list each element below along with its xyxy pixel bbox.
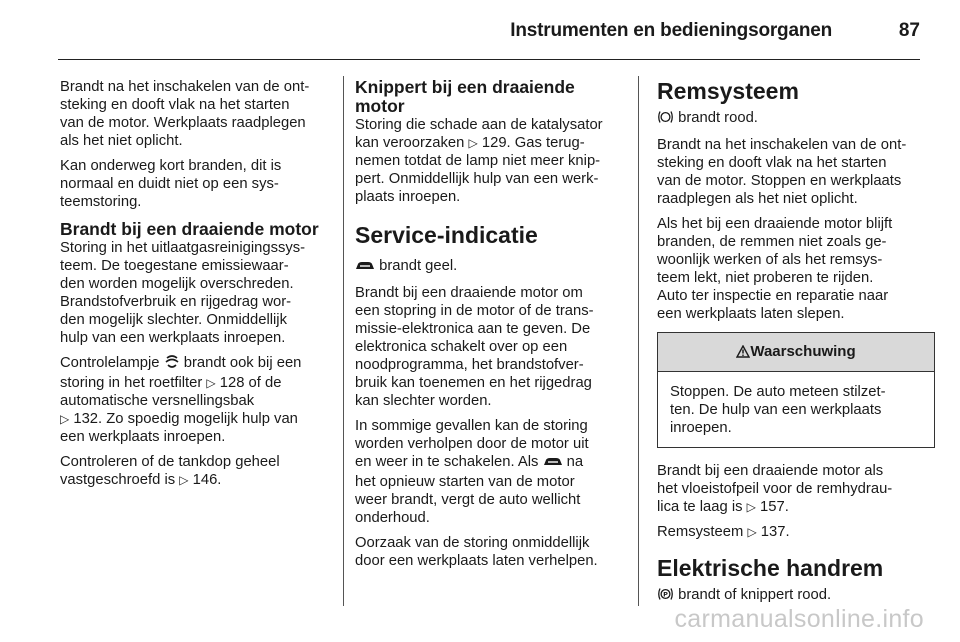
service-wrench-car-icon xyxy=(355,259,375,277)
paragraph: P brandt of knippert rood. xyxy=(657,586,937,606)
subheading-blinking: Knippert bij een draaiende motor xyxy=(355,77,575,116)
column-1 xyxy=(60,78,336,496)
paragraph: Storing die schade aan de katalysator kan veroorzaken ▷ 129. Gas terug- nemen totdat de lamp niet meer knip- pert. Onmiddellijk hulp van een werk- plaats inroepen. xyxy=(355,117,603,205)
column-3 xyxy=(657,78,937,613)
service-wrench-car-icon xyxy=(543,455,563,473)
header-divider xyxy=(58,59,920,60)
paragraph: brandt rood. xyxy=(657,109,937,129)
page-number: 87 xyxy=(898,20,920,41)
reference-arrow-icon: ▷ xyxy=(60,412,70,426)
paragraph: Storing in het uitlaatgasreinigingssys- teem. De toegestane emissiewaar- den worden mogelijk overschreden. Brandstofverbruik en rijgedrag wor- den mogelijk slechter. Onmiddellijk hulp van een werkplaats inroepen. xyxy=(60,240,306,346)
reference-arrow-icon: ▷ xyxy=(206,376,216,390)
warning-body: Stoppen. De auto meteen stilzet- ten. De hulp van een werkplaats inroepen. xyxy=(670,384,886,436)
paragraph: Brandt bij een draaiende motor om een stopring in de motor of de trans- missie-elektronica aan te geven. De elektronica schakelt over op een noodprogramma, het brandstofver- bruik kan toenemen en het rijgedrag kan slechter worden. xyxy=(355,285,594,409)
reference-arrow-icon: ▷ xyxy=(747,525,757,539)
paragraph: brandt geel. xyxy=(355,257,631,277)
subheading-running-engine: Brandt bij een draaiende motor xyxy=(60,219,319,239)
warning-header: Waarschuwing xyxy=(658,333,934,372)
paragraph: Brandt na het inschakelen van de ont- steking en dooft vlak na het starten van de motor. Stoppen en werkplaats raadplegen als het niet oplicht. xyxy=(657,137,907,207)
electric-parking-brake-icon xyxy=(657,587,674,606)
section-heading-service: Service-indicatie xyxy=(355,222,538,248)
svg-text:P: P xyxy=(663,590,668,599)
paragraph: Kan onderweg kort branden, dit is normaal en duidt niet op een sys- teemstoring. xyxy=(60,158,282,210)
paragraph: Remsysteem ▷ 137. xyxy=(657,524,790,540)
paragraph: In sommige gevallen kan de storing worden verholpen door de motor uit en weer in te schakelen. Als na het opnieuw starten van de motor weer brandt, vergt de auto wellicht onderhoud. xyxy=(355,418,589,526)
paragraph: Brandt bij een draaiende motor als het vloeistofpeil voor de remhydrau- lica te laag is ▷ 157. xyxy=(657,463,893,515)
glow-plug-icon xyxy=(164,355,180,374)
reference-arrow-icon: ▷ xyxy=(468,136,478,150)
paragraph: Controlelampje brandt ook bij een storing in het roetfilter ▷ 128 of de automatische versnellingsbak ▷ 132. Zo spoedig mogelijk hulp van een werkplaats inroepen. xyxy=(60,355,302,445)
paragraph: Oorzaak van de storing onmiddellijk door een werkplaats laten verhelpen. xyxy=(355,535,598,569)
paragraph: Als het bij een draaiende motor blijft branden, de remmen niet zoals ge- woonlijk werken of als het remsys- teem lekt, niet proberen te rijden. Auto ter inspectie en reparatie naar een werkplaats laten slepen. xyxy=(657,216,893,322)
column-2 xyxy=(355,78,631,577)
reference-arrow-icon: ▷ xyxy=(179,473,189,487)
warning-triangle-icon xyxy=(736,335,750,373)
paragraph: Brandt na het inschakelen van de ont- steking en dooft vlak na het starten van de motor. Werkplaats raadplegen als het niet oplicht. xyxy=(60,79,310,149)
section-heading-parking-brake: Elektrische handrem xyxy=(657,555,884,581)
reference-arrow-icon: ▷ xyxy=(746,500,756,514)
warning-box xyxy=(657,332,935,448)
paragraph: Controleren of de tankdop geheel vastgeschroefd is ▷ 146. xyxy=(60,454,280,488)
column-divider-2 xyxy=(638,76,639,606)
column-divider-1 xyxy=(343,76,344,606)
section-heading-brakes: Remsysteem xyxy=(657,78,799,104)
watermark: carmanualsonline.info xyxy=(674,605,924,633)
page-title: Instrumenten en bedieningsorganen xyxy=(510,20,832,41)
brake-warning-icon xyxy=(657,110,674,129)
